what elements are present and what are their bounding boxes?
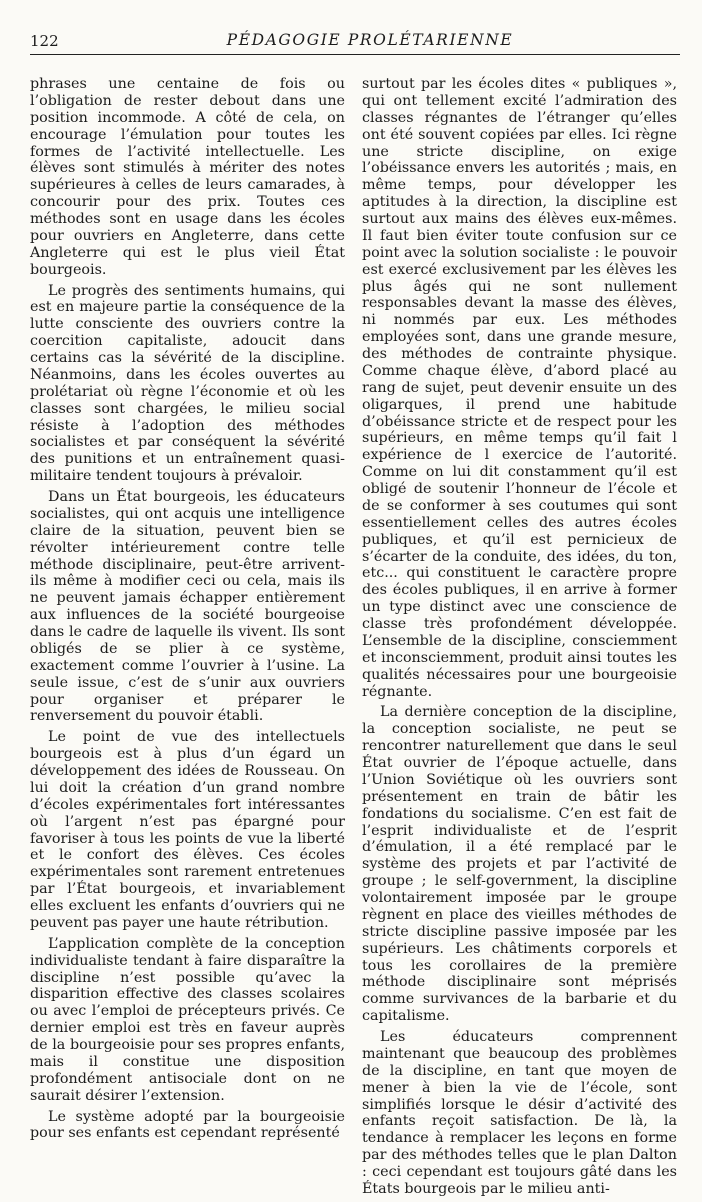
running-title: PÉDAGOGIE PROLÉTARIENNE — [226, 31, 514, 49]
page-header — [30, 30, 680, 55]
paragraph: Le système adopté par la bourgeoisie pour ses enfants est cependant représenté — [30, 1108, 345, 1142]
paragraph: Les éducateurs comprennent maintenant que beaucoup des problèmes de la discipline, en tant que moyen de mener à bien la vie de l’école, sont simplifiés lorsque le désir d’activité des enfants reçoit satisfaction. De là, la tendance à remplacer les leçons en forme par des méthodes telles que le plan Dalton : ceci cependant est toujours gâté dans les États bourgeois par le milieu anti- — [362, 1029, 677, 1197]
paragraph: surtout par les écoles dites « publiques », qui ont tellement excité l’admiration des classes régnantes de l’étranger qu’elles ont été souvent copiées par elles. Ici règne une stricte discipline, on exige l’obéissance envers les autorités ; mais, en même temps, pour développer les aptitudes à la direction, la discipline est surtout aux mains des élèves eux-mêmes. Il faut bien éviter toute confusion sur ce point avec la solution socialiste : le pouvoir est exercé exclusivement par les élèves les plus âgés qui ne sont nullement responsables devant la masse des élèves, ni nommés par eux. Les méthodes employées sont, dans une grande mesure, des méthodes de contrainte physique. Comme chaque élève, d’abord placé au rang de sujet, peut devenir ensuite un des oligarques, il prend une habitude d’obéissance stricte et de respect pour les supérieurs, en même temps qu’il fait l expérience de l exercice de l’autorité. Comme on lui dit constamment qu’il est obligé de soutenir l’honneur de l’école et de se conformer à ses coutumes qui sont essentiellement celles des autres écoles publiques, et qu’il est pernicieux de s’écarter de la conduite, des idées, du ton, etc... qui constituent le caractère propre des écoles publiques, il en arrive à former un type distinct avec une conscience de classe très profondément développée. L’ensemble de la discipline, consciemment et inconsciemment, produit ainsi toutes les qualités nécessaires pour une bourgeoisie régnante. — [362, 76, 677, 700]
left-column — [30, 76, 345, 1146]
paragraph: La dernière conception de la discipline, la conception socialiste, ne peut se rencontrer naturellement que dans le seul État ouvrier de l’époque actuelle, dans l’Union Soviétique où les ouvriers sont présentement en train de bâtir les fondations du socialisme. C’en est fait de l’esprit individualiste et de l’esprit d’émulation, il a été remplacé par le système des projets et par l’activité de groupe ; le self-government, la discipline volontairement imposée par le groupe règnent en place des vieilles méthodes de stricte discipline passive imposée par les supérieurs. Les châtiments corporels et tous les corollaires de la première méthode disciplinaire sont méprisés comme survivances de la barbarie et du capitalisme. — [362, 704, 677, 1025]
page-number: 122 — [30, 32, 59, 50]
paragraph: L’application complète de la conception individualiste tendant à faire disparaître la discipline n’est possible qu’avec la disparition effective des classes scolaires ou avec l’emploi de précepteurs privés. Ce dernier emploi est très en faveur auprès de la bourgeoisie pour ses propres enfants, mais il constitue une disposition profondément antisociale dont on ne saurait désirer l’extension. — [30, 935, 345, 1104]
right-column — [362, 76, 677, 1202]
paragraph: Le progrès des sentiments humains, qui est en majeure partie la conséquence de la lutte consciente des ouvriers contre la coercition capitaliste, adoucit dans certains cas la sévérité de la discipline. Néanmoins, dans les écoles ouvertes au prolétariat où règne l’économie et où les classes sont chargées, le milieu social résiste à l’adoption des méthodes socialistes et par conséquent la sévérité des punitions et un entraînement quasi-militaire tendent toujours à prévaloir. — [30, 282, 345, 485]
paragraph: phrases une centaine de fois ou l’obligation de rester debout dans une position incommode. A côté de cela, on encourage l’émulation pour toutes les formes de l’activité intellectuelle. Les élèves sont stimulés à mériter des notes supérieures à celles de leurs camarades, à concourir pour des prix. Toutes ces méthodes sont en usage dans les écoles pour ouvriers en Angleterre, dans cette Angleterre qui est le plus vieil État bourgeois. — [30, 76, 345, 278]
paragraph: Le point de vue des intellectuels bourgeois est à plus d’un égard un développement des idées de Rousseau. On lui doit la création d’un grand nombre d’écoles expérimentales fort intéressantes où l’argent n’est pas épargné pour favoriser à tous les points de vue la liberté et le confort des élèves. Ces écoles expérimentales sont rarement entretenues par l’État bourgeois, et invariablement elles excluent les enfants d’ouvriers qui ne peuvent pas payer une haute rétribution. — [30, 729, 345, 931]
paragraph: Dans un État bourgeois, les éducateurs socialistes, qui ont acquis une intelligence claire de la situation, peuvent bien se révolter intérieurement contre telle méthode disciplinaire, peut-être arrivent-ils même à modifier ceci ou cela, mais ils ne peuvent jamais échapper entièrement aux influences de la société bourgeoise dans le cadre de laquelle ils vivent. Ils sont obligés de se plier à ce système, exactement comme l’ouvrier à l’usine. La seule issue, c’est de s’unir aux ouvriers pour organiser et préparer le renversement du pouvoir établi. — [30, 489, 345, 725]
